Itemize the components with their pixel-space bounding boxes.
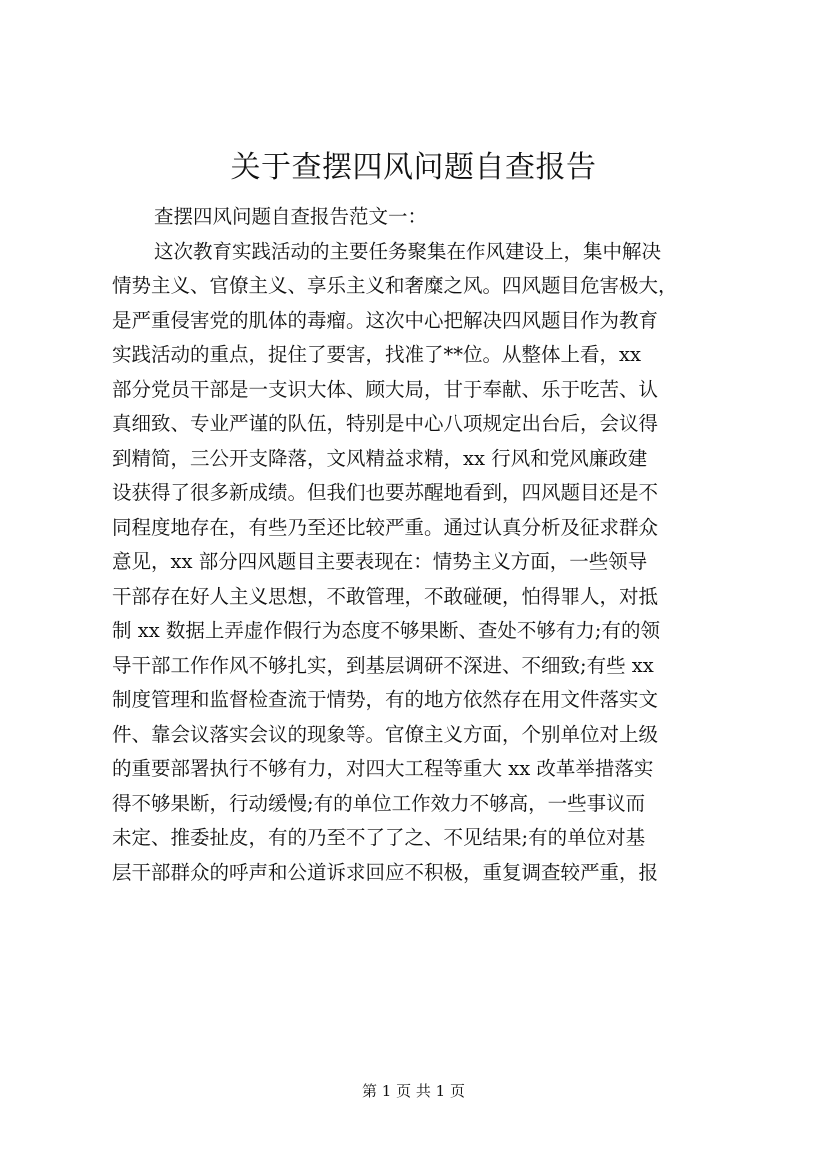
- body-line: 实践活动的重点，捉住了要害，找准了**位。从整体上看，xx: [112, 343, 641, 366]
- body-line: 制 xx 数据上弄虚作假行为态度不够果断、查处不够有力;有的领: [112, 619, 660, 642]
- body-line: 情势主义、官僚主义、享乐主义和奢糜之风。四风题目危害极大，: [112, 274, 678, 297]
- body-line: 导干部工作作风不够扎实，到基层调研不深进、不细致;有些 xx: [112, 653, 654, 677]
- body-line: 干部存在好人主义思想，不敢管理，不敢碰硬，怕得罪人，对抵: [112, 584, 659, 608]
- body-line: 真细致、专业严谨的队伍，特别是中心八项规定出台后，会议得: [112, 412, 659, 435]
- body-line: 是严重侵害党的肌体的毒瘤。这次中心把解决四风题目作为教育: [112, 308, 659, 332]
- body-line: 未定、推委扯皮，有的乃至不了了之、不见结果;有的单位对基: [112, 826, 646, 849]
- body-line: 部分党员干部是一支识大体、顾大局，甘于奉献、乐于吃苦、认: [112, 377, 659, 401]
- body-line: 制度管理和监督检查流于情势，有的地方依然存在用文件落实文: [112, 688, 659, 711]
- body-line: 件、靠会议落实会议的现象等。官僚主义方面，个别单位对上级: [112, 722, 659, 746]
- body-line: 同程度地存在，有些乃至还比较严重。通过认真分析及征求群众: [112, 515, 659, 539]
- body-line: 层干部群众的呼声和公道诉求回应不积极，重复调查较严重，报: [112, 860, 659, 884]
- document-body: [112, 200, 718, 890]
- page-footer: 第 1 页 共 1 页: [362, 1082, 465, 1100]
- document-title: 关于查摆四风问题自查报告: [230, 150, 597, 185]
- body-line: 得不够果断，行动缓慢;有的单位工作效力不够高，一些事议而: [112, 791, 646, 815]
- body-line: 查摆四风问题自查报告范文一：: [154, 205, 428, 228]
- body-line: 到精简，三公开支降落，文风精益求精，xx 行风和党风廉政建: [112, 446, 648, 470]
- body-line: 设获得了很多新成绩。但我们也要苏醒地看到，四风题目还是不: [112, 481, 659, 504]
- body-line: 意见，xx 部分四风题目主要表现在：情势主义方面，一些领导: [112, 550, 648, 573]
- body-line: 这次教育实践活动的主要任务聚集在作风建设上，集中解决: [154, 239, 662, 263]
- body-line: 的重要部署执行不够有力，对四大工程等重大 xx 改革举措落实: [112, 757, 654, 780]
